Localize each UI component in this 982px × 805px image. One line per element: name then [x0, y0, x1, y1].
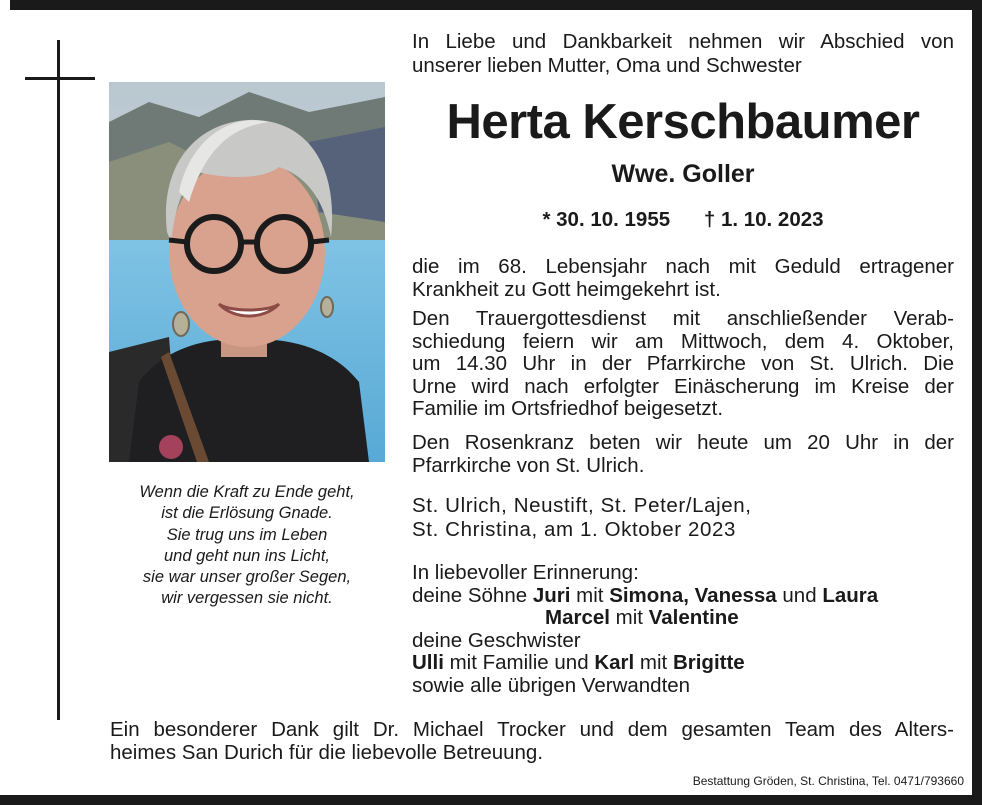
connector: mit Familie und — [449, 651, 589, 674]
paragraph-line: Pfarrkirche von St. Ulrich. — [412, 453, 645, 477]
partner-name: Simona, Vanessa — [609, 583, 777, 607]
paragraph-line: Den Trauergottesdienst mit anschließender Verab- — [412, 307, 954, 330]
paragraph-line: die im 68. Lebensjahr nach mit Geduld ertragener — [412, 255, 954, 278]
poem-line: wir vergessen sie nicht. — [161, 589, 333, 608]
siblings-heading: deine Geschwister — [412, 628, 581, 652]
thanks-line: Ein besonderer Dank gilt Dr. Michael Trocker und dem gesamten Team des Alters- — [110, 718, 954, 741]
paragraph-passing — [412, 256, 954, 301]
intro-text — [412, 30, 954, 78]
poem — [105, 482, 389, 610]
paragraph-line: Familie im Ortsfriedhof beigesetzt. — [412, 397, 724, 420]
siblings-line — [412, 652, 954, 675]
connector: mit — [615, 606, 643, 629]
cross-icon — [57, 40, 60, 720]
frame-right — [972, 0, 982, 805]
paragraph-rosary — [412, 432, 954, 477]
relatives-line: sowie alle übrigen Verwandten — [412, 673, 691, 697]
place-and-date — [412, 494, 954, 542]
grandchild-name: Laura — [822, 583, 879, 607]
sibling-name: Ulli — [412, 651, 444, 674]
frame-bottom — [0, 795, 982, 805]
undertaker-credit: Bestattung Gröden, St. Christina, Tel. 0471/793660 — [692, 774, 964, 788]
connector: und — [782, 583, 817, 607]
paragraph-line: Den Rosenkranz beten wir heute um 20 Uhr in der — [412, 431, 954, 454]
connector: mit — [576, 583, 604, 607]
sons-line — [412, 585, 954, 608]
poem-line: Sie trug uns im Leben — [166, 525, 328, 544]
cross-icon-bar — [25, 77, 95, 80]
paragraph-line: schiedung feiern wir am Mittwoch, dem 4. Oktober, — [412, 329, 954, 353]
poem-line: Wenn die Kraft zu Ende geht, — [139, 483, 355, 501]
mourners-list — [412, 562, 954, 697]
intro-line: In Liebe und Dankbarkeit nehmen wir Abschied von — [412, 30, 954, 53]
paragraph-funeral — [412, 308, 954, 421]
partner-name: Valentine — [648, 606, 739, 629]
intro-line: unserer lieben Mutter, Oma und Schwester — [412, 54, 802, 77]
thanks-line: heimes San Durich für die liebevolle Betreuung. — [110, 741, 544, 764]
paragraph-line: Urne wird nach erfolgter Einäscherung im Kreise der — [412, 374, 954, 398]
thanks-note — [110, 718, 954, 764]
paragraph-line: um 14.30 Uhr in der Pfarrkirche von St. Ulrich. Die — [412, 352, 954, 375]
location-line: St. Christina, am 1. Oktober 2023 — [412, 518, 737, 541]
sibling-name: Karl — [594, 651, 635, 674]
portrait-photo — [109, 82, 385, 462]
widow-name: Wwe. Goller — [611, 160, 755, 188]
paragraph-line: Krankheit zu Gott heimgekehrt ist. — [412, 277, 721, 301]
birth-date: * 30. 10. 1955 — [542, 208, 671, 231]
death-date: † 1. 10. 2023 — [703, 208, 824, 231]
poem-line: und geht nun ins Licht, — [163, 546, 331, 565]
deceased-name: Herta Kerschbaumer — [446, 95, 920, 149]
sons-line-2 — [412, 607, 954, 630]
partner-name: Brigitte — [672, 651, 745, 674]
poem-line: ist die Erlösung Gnade. — [161, 504, 333, 523]
frame-top — [10, 0, 972, 10]
son-name: Marcel — [545, 606, 610, 629]
poem-line: sie war unser großer Segen, — [142, 568, 352, 587]
son-name: Juri — [532, 583, 571, 607]
location-line: St. Ulrich, Neustift, St. Peter/Lajen, — [412, 494, 752, 517]
mourners-heading: In liebevoller Erinnerung: — [412, 561, 639, 584]
sons-prefix: deine Söhne — [412, 583, 528, 607]
connector: mit — [639, 651, 668, 674]
life-dates — [412, 205, 954, 235]
